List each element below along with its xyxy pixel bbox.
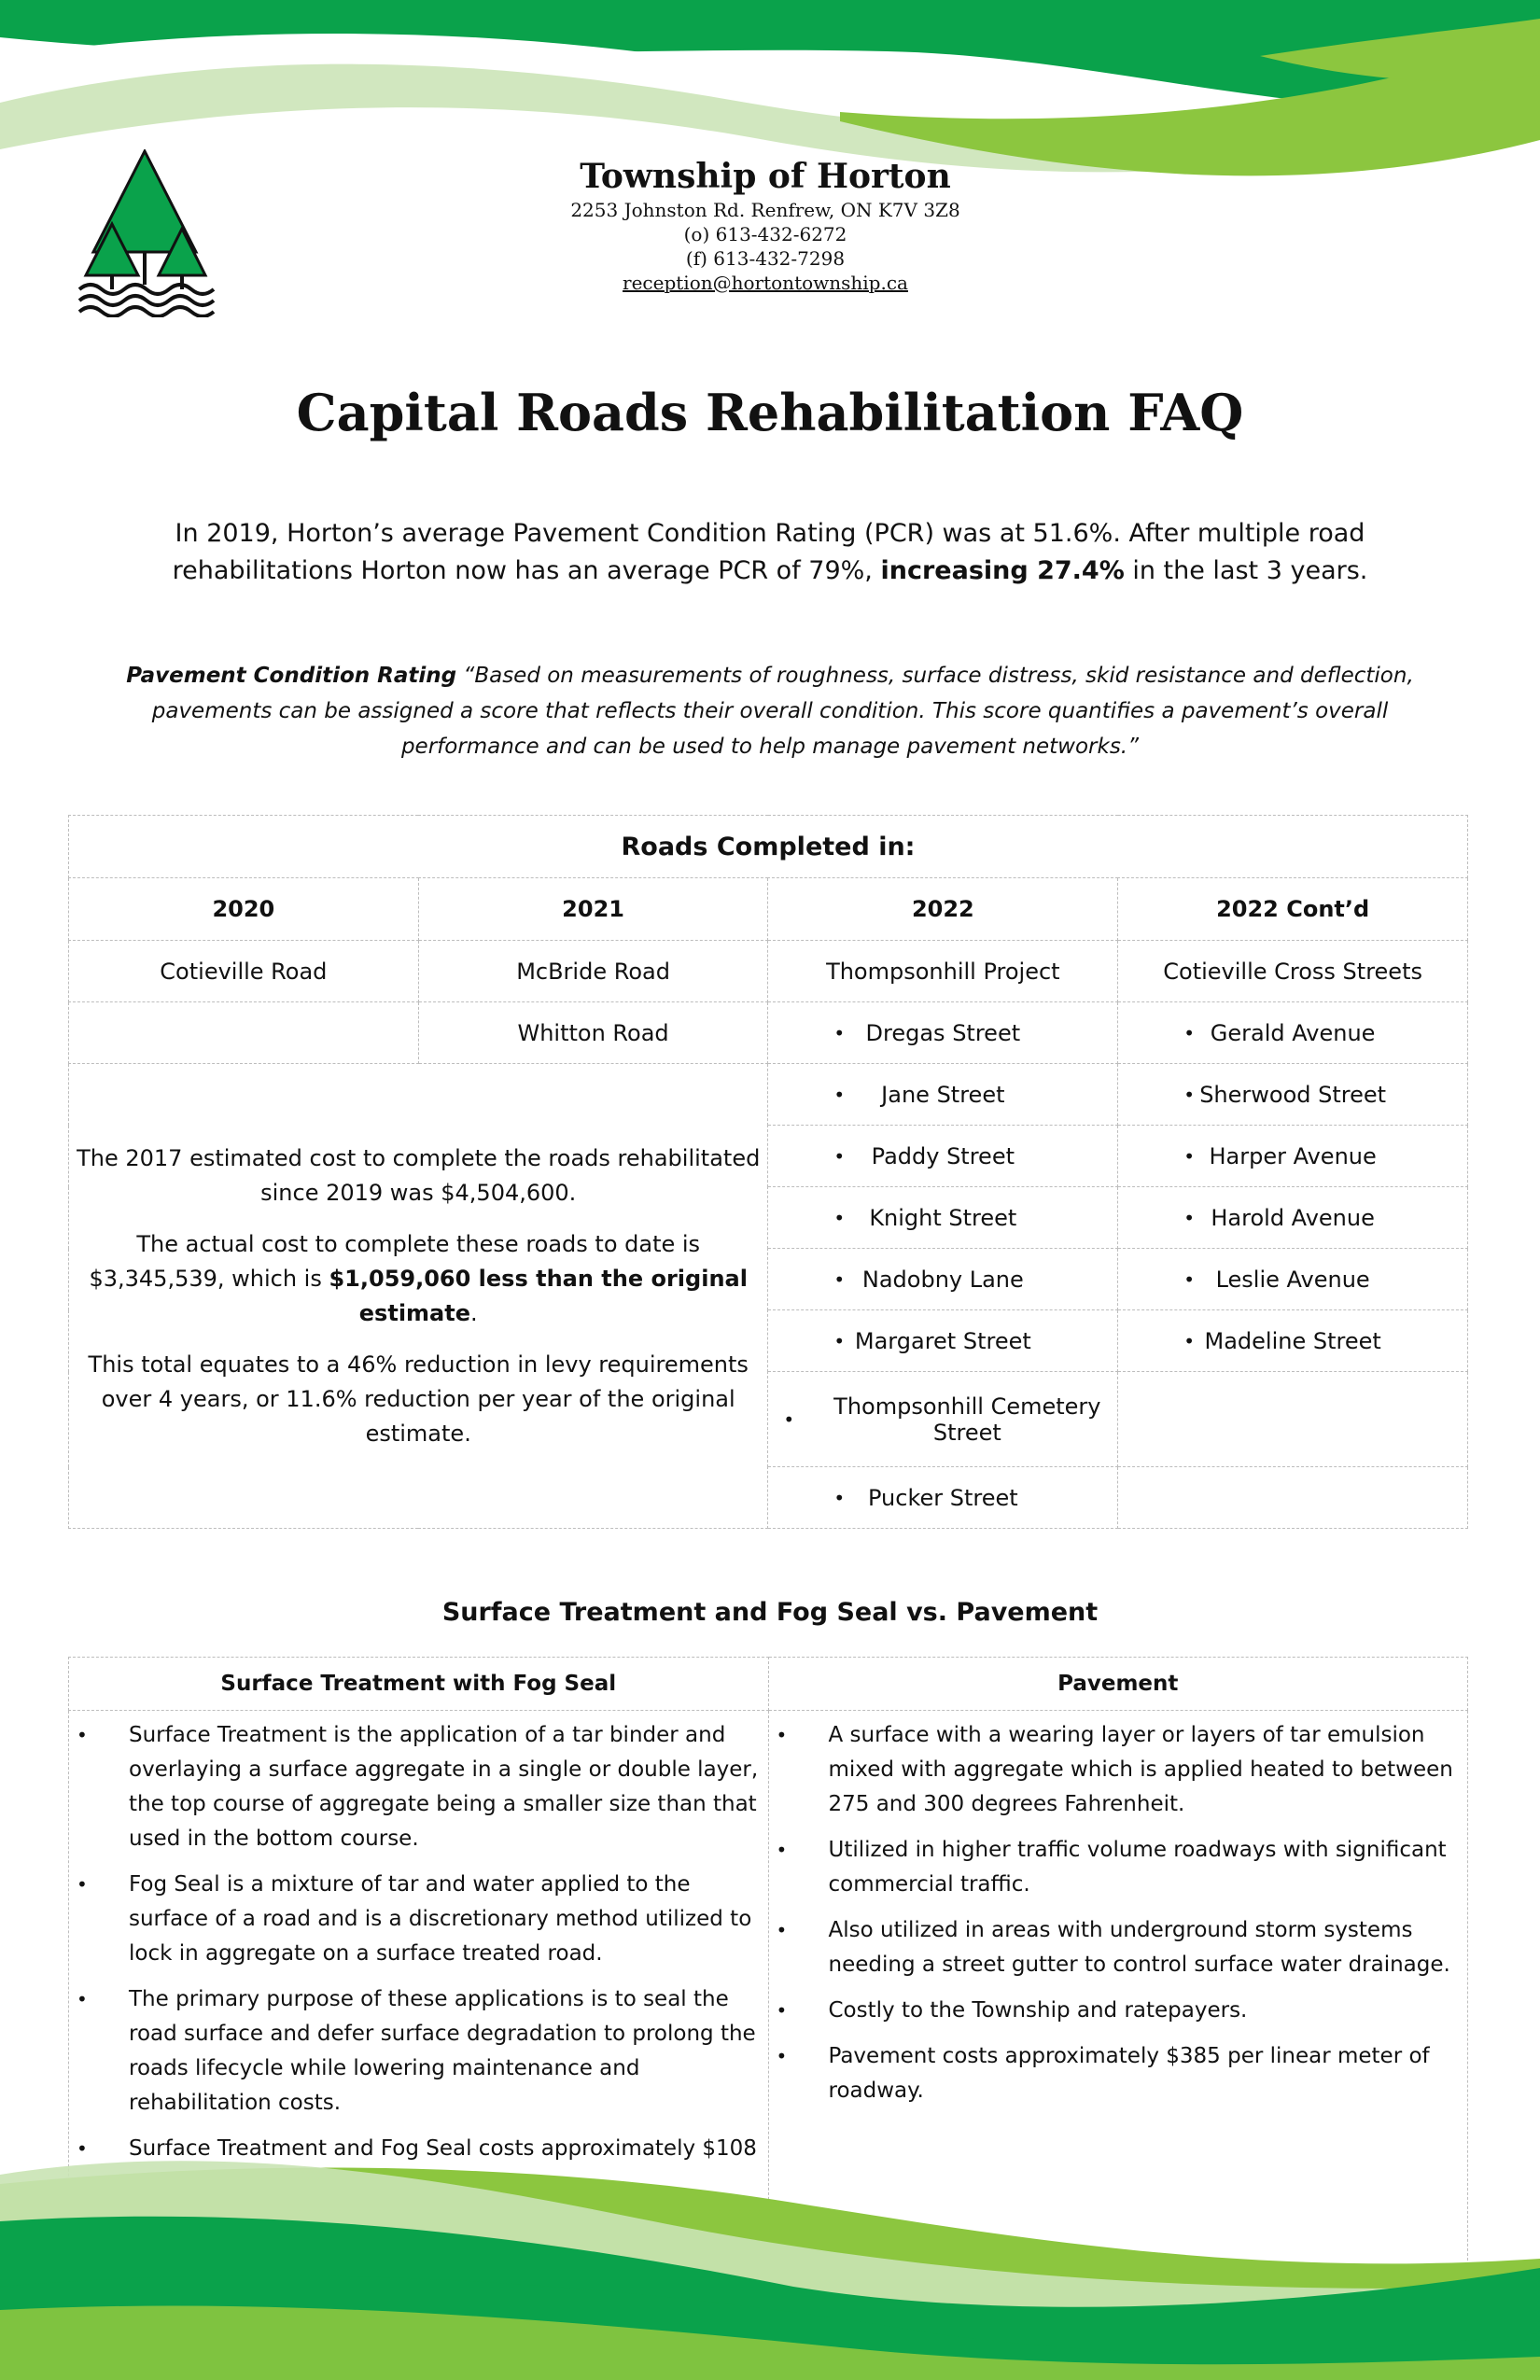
road-cell: • Margaret Street xyxy=(768,1310,1118,1372)
bullet-icon: • xyxy=(783,1407,795,1431)
intro-paragraph xyxy=(112,515,1428,590)
list-item: • Surface Treatment and Fog Seal costs approximately $108 xyxy=(69,2132,766,2201)
pcr-definition xyxy=(103,658,1437,764)
email-link[interactable]: reception@hortontownship.ca xyxy=(623,272,908,294)
pcr-term: Pavement Condition Rating xyxy=(126,664,457,688)
list-item: • Also utilized in areas with underground storm systems needing a street gutter to control surface water drainage. xyxy=(769,1913,1466,1982)
list-item: • A surface with a wearing layer or layers of tar emulsion mixed with aggregate which is applied heated to between 275 and 300 degrees Fahrenheit. xyxy=(769,1718,1466,1822)
address: 2253 Johnston Rd. Renfrew, ON K7V 3Z8 xyxy=(570,199,960,221)
road-cell: • Thompsonhill Cemetery Street xyxy=(768,1372,1118,1467)
road-cell: • Sherwood Street xyxy=(1118,1064,1468,1126)
year-header-2021: 2021 xyxy=(418,878,768,941)
intro-line2b: in the last 3 years. xyxy=(1124,556,1368,585)
bullet-icon: • xyxy=(833,1021,846,1044)
road-cell: Thompsonhill Project xyxy=(768,941,1118,1002)
road-cell: Cotieville Road xyxy=(69,941,419,1002)
list-item: • Costly to the Township and ratepayers. xyxy=(769,1994,1466,2028)
year-header-2022: 2022 xyxy=(768,878,1118,941)
empty-cell xyxy=(1118,1467,1468,1529)
bullet-icon: • xyxy=(833,1206,846,1229)
bullet-icon: • xyxy=(833,1083,846,1106)
bullet-icon: • xyxy=(1183,1144,1196,1168)
year-header-2022-contd: 2022 Cont’d xyxy=(1118,878,1468,941)
comparison-heading: Surface Treatment and Fog Seal vs. Pavement xyxy=(441,1598,1099,1627)
letterhead xyxy=(467,157,1064,295)
bullet-icon: • xyxy=(77,1873,88,1896)
year-header-2020: 2020 xyxy=(69,878,419,941)
levy-reduction-text: This total equates to a 46% reduction in levy requirements over 4 years, or 11.6% reduction per year of the original estimate. xyxy=(88,1351,749,1447)
bullet-icon: • xyxy=(833,1486,846,1509)
bullet-icon: • xyxy=(1183,1083,1196,1106)
bullet-icon: • xyxy=(1183,1021,1196,1044)
empty-cell xyxy=(1118,1372,1468,1467)
cost-estimate-text: The 2017 estimated cost to complete the roads rehabilitated since 2019 was $4,504,600. xyxy=(77,1144,761,1206)
road-cell: • Nadobny Lane xyxy=(768,1249,1118,1310)
road-cell: • Harper Avenue xyxy=(1118,1126,1468,1187)
list-item: • Pavement costs approximately $385 per linear meter of roadway. xyxy=(769,2039,1466,2108)
intro-highlight: increasing 27.4% xyxy=(880,556,1125,585)
fax: (f) 613-432-7298 xyxy=(685,247,846,270)
roads-table-caption: Roads Completed in: xyxy=(69,816,1468,878)
savings-highlight: $1,059,060 less than the original estimate xyxy=(329,1265,748,1326)
intro-line2a: rehabilitations Horton now has an average PCR of 79%, xyxy=(172,556,881,585)
road-cell: • Paddy Street xyxy=(768,1126,1118,1187)
road-cell: • Harold Avenue xyxy=(1118,1187,1468,1249)
bullet-icon: • xyxy=(833,1329,846,1352)
road-cell: Cotieville Cross Streets xyxy=(1118,941,1468,1002)
bottom-wave-banner xyxy=(0,2147,1540,2380)
bullet-icon: • xyxy=(77,2137,88,2160)
intro-line1: In 2019, Horton’s average Pavement Condition Rating (PCR) was at 51.6%. After multiple road xyxy=(175,519,1365,548)
road-cell: • Pucker Street xyxy=(768,1467,1118,1529)
road-cell: • Madeline Street xyxy=(1118,1310,1468,1372)
list-item: • Fog Seal is a mixture of tar and water applied to the surface of a road and is a discretionary method utilized to lock in aggregate on a surface treated road. xyxy=(69,1868,766,1971)
tree-and-water-logo xyxy=(75,149,233,317)
bullet-icon: • xyxy=(776,1724,788,1746)
bullet-icon: • xyxy=(1183,1206,1196,1229)
phone: (o) 613-432-6272 xyxy=(683,223,847,245)
bullet-icon: • xyxy=(833,1144,846,1168)
bullet-icon: • xyxy=(833,1267,846,1291)
bullet-icon: • xyxy=(776,1919,788,1941)
empty-cell xyxy=(69,1002,419,1064)
cost-summary-cell xyxy=(69,1064,768,1529)
bullet-icon: • xyxy=(776,1999,788,2022)
road-cell: • Knight Street xyxy=(768,1187,1118,1249)
cost-actual-text: The actual cost to complete these roads to date is $3,345,539, which is $1,059,060 less than the original estimate. xyxy=(89,1230,748,1326)
bullet-icon: • xyxy=(776,2045,788,2067)
road-cell: • Jane Street xyxy=(768,1064,1118,1126)
bullet-icon: • xyxy=(77,1988,88,2010)
road-cell: • Leslie Avenue xyxy=(1118,1249,1468,1310)
page-title: Capital Roads Rehabilitation FAQ xyxy=(296,383,1244,442)
road-cell: Whitton Road xyxy=(418,1002,768,1064)
bullet-icon: • xyxy=(77,1724,88,1746)
road-cell: • Gerald Avenue xyxy=(1118,1002,1468,1064)
township-name: Township of Horton xyxy=(580,157,951,196)
list-item: • Surface Treatment is the application of a tar binder and overlaying a surface aggregate in a single or double layer, the top course of aggregate being a smaller size than that used in the bottom course. xyxy=(69,1718,766,1856)
bullet-icon: • xyxy=(1183,1267,1196,1291)
fog-seal-header: Surface Treatment with Fog Seal xyxy=(69,1658,769,1711)
road-cell: McBride Road xyxy=(418,941,768,1002)
pavement-header: Pavement xyxy=(768,1658,1468,1711)
pcr-text: “Based on measurements of roughness, surface distress, skid resistance and deflection, pavements can be assigned a score that reflects their overall condition. This score quantifies a pavement’s overall performance and can be used to help manage pavement networks.” xyxy=(151,664,1414,759)
list-item: • The primary purpose of these applications is to seal the road surface and defer surface degradation to prolong the roads lifecycle while lowering maintenance and rehabilitation costs. xyxy=(69,1982,766,2121)
bullet-icon: • xyxy=(776,1839,788,1861)
roads-completed-table xyxy=(68,815,1468,1529)
bullet-icon: • xyxy=(1183,1329,1196,1352)
list-item: • Utilized in higher traffic volume roadways with significant commercial traffic. xyxy=(769,1833,1466,1902)
road-cell: • Dregas Street xyxy=(768,1002,1118,1064)
